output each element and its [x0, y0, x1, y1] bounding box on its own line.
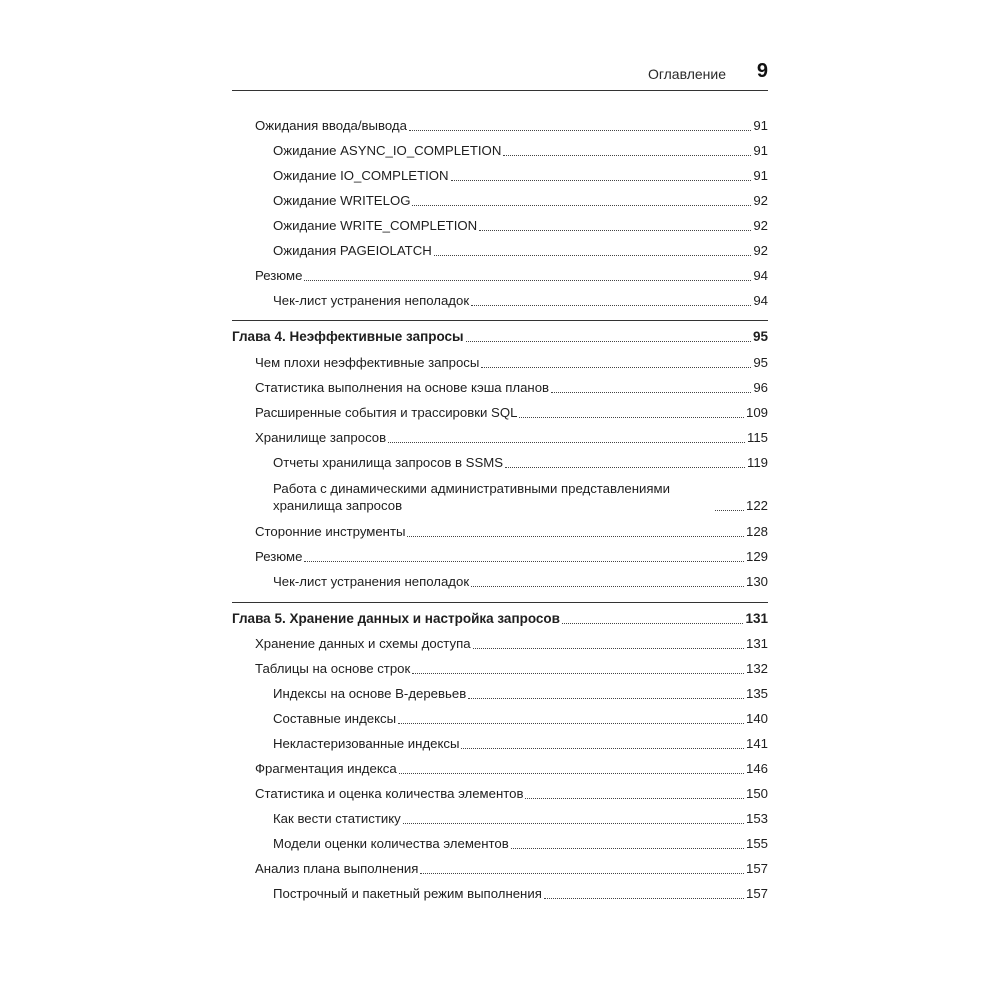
toc-entry[interactable]: [255, 268, 768, 284]
toc-entry[interactable]: [255, 380, 768, 396]
toc-entry[interactable]: [273, 811, 768, 827]
toc-leader: [481, 367, 751, 368]
toc-entry-title: Таблицы на основе строк: [255, 661, 411, 676]
toc-entry-page: 96: [753, 380, 768, 395]
toc-leader: [434, 255, 752, 256]
toc-entry-page: 122: [745, 498, 768, 513]
toc-leader: [715, 510, 744, 511]
toc-entry-title: Индексы на основе B-деревьев: [273, 686, 467, 701]
toc-entry-page: 135: [745, 686, 768, 701]
toc-leader: [562, 623, 744, 624]
toc-entry-title: Чек-лист устранения неполадок: [273, 293, 470, 308]
toc-entry[interactable]: [255, 661, 768, 677]
toc-entry-page: 91: [753, 143, 768, 158]
toc-entry[interactable]: [255, 430, 768, 446]
toc-entry-title: Сторонние инструменты: [255, 524, 406, 539]
toc-chapter-page: 131: [745, 611, 768, 626]
toc-entry-page: 153: [745, 811, 768, 826]
toc-leader: [407, 536, 744, 537]
toc-entry[interactable]: [273, 480, 768, 514]
toc-entry-page: 128: [745, 524, 768, 539]
toc-entry-page: 95: [753, 355, 768, 370]
toc-entry-page: 141: [745, 736, 768, 751]
toc-entry[interactable]: [255, 355, 768, 371]
toc-entry[interactable]: [273, 836, 768, 852]
toc-entry-page: 150: [745, 786, 768, 801]
toc-entry[interactable]: [255, 524, 768, 540]
toc-entry[interactable]: [273, 711, 768, 727]
toc-entry-page: 146: [745, 761, 768, 776]
toc-entry[interactable]: [273, 293, 768, 309]
toc-entry[interactable]: [273, 736, 768, 752]
toc-entry-title: Резюме: [255, 268, 303, 283]
toc-entry-title: Хранение данных и схемы доступа: [255, 636, 471, 651]
toc-entry-title: Ожидания PAGEIOLATCH: [273, 243, 432, 258]
toc-entry-title: Хранилище запросов: [255, 430, 387, 445]
toc-entry-page: 157: [745, 861, 768, 876]
toc-entry-title: Отчеты хранилища запросов в SSMS: [273, 455, 504, 470]
toc-entry-page: 94: [753, 293, 768, 308]
toc-entry-page: 94: [753, 268, 768, 283]
chapter-separator: [232, 602, 768, 603]
toc-chapter[interactable]: [232, 329, 768, 345]
toc-entry-title: Работа с динамическими административными представлениями хранилища запросов: [273, 481, 670, 513]
toc-entry[interactable]: [273, 168, 768, 184]
toc-entry-title: Чем плохи неэффективные запросы: [255, 355, 480, 370]
toc-entry-page: 129: [745, 549, 768, 564]
toc-leader: [451, 180, 752, 181]
toc-entry[interactable]: [255, 786, 768, 802]
toc-leader: [468, 698, 744, 699]
toc-leader: [519, 417, 744, 418]
chapter-separator: [232, 320, 768, 321]
toc-leader: [551, 392, 751, 393]
toc-entry-title: Как вести статистику: [273, 811, 401, 826]
toc-chapter[interactable]: [232, 611, 768, 627]
header-rule: [232, 90, 768, 91]
toc-leader: [466, 341, 751, 342]
toc-leader: [388, 442, 745, 443]
toc-entry-page: 157: [745, 886, 768, 901]
toc-entry-page: 91: [753, 168, 768, 183]
toc-entry-title: Некластеризованные индексы: [273, 736, 460, 751]
toc-leader: [525, 798, 744, 799]
toc-leader: [505, 467, 745, 468]
toc-entry[interactable]: [273, 686, 768, 702]
toc-chapter-title: Глава 5. Хранение данных и настройка запросов: [232, 611, 560, 626]
toc-entry[interactable]: [255, 405, 768, 421]
header-title: Оглавление: [647, 66, 726, 82]
toc-entry-title: Статистика и оценка количества элементов: [255, 786, 524, 801]
toc-leader: [544, 898, 744, 899]
toc-entry[interactable]: [273, 218, 768, 234]
running-header: [232, 60, 768, 88]
toc-leader: [503, 155, 751, 156]
toc-entry-page: 91: [753, 118, 768, 133]
toc-entry-page: 131: [745, 636, 768, 651]
toc-entry-page: 92: [753, 193, 768, 208]
toc-chapter-title: Глава 4. Неэффективные запросы: [232, 329, 464, 344]
toc-entry-title: Статистика выполнения на основе кэша планов: [255, 380, 550, 395]
toc-entry-title: Ожидание IO_COMPLETION: [273, 168, 449, 183]
toc-leader: [409, 130, 751, 131]
toc-leader: [461, 748, 744, 749]
toc-leader: [399, 773, 744, 774]
toc-entry-page: 119: [746, 455, 768, 470]
toc-leader: [471, 305, 751, 306]
toc-entry-page: 130: [745, 574, 768, 589]
toc-entry-page: 140: [745, 711, 768, 726]
toc-entry[interactable]: [255, 549, 768, 565]
toc-entry-title: Ожидания ввода/вывода: [255, 118, 407, 133]
toc-leader: [473, 648, 744, 649]
toc-entry-title: Составные индексы: [273, 711, 397, 726]
toc-entry-title: Расширенные события и трассировки SQL: [255, 405, 518, 420]
toc-leader: [511, 848, 744, 849]
toc-entry-page: 132: [745, 661, 768, 676]
toc-entry-title: Анализ плана выполнения: [255, 861, 419, 876]
toc-leader: [398, 723, 744, 724]
toc-entry[interactable]: [255, 118, 768, 134]
toc-entry[interactable]: [255, 636, 768, 652]
toc-leader: [420, 873, 744, 874]
toc-entry-title: Чек-лист устранения неполадок: [273, 574, 470, 589]
toc-entry[interactable]: [273, 143, 768, 159]
toc-entry-title: Фрагментация индекса: [255, 761, 397, 776]
toc-entry-title: Построчный и пакетный режим выполнения: [273, 886, 542, 901]
toc-entry[interactable]: [273, 243, 768, 259]
toc-entry-title: Резюме: [255, 549, 303, 564]
toc-leader: [479, 230, 751, 231]
toc-entry-page: 115: [746, 430, 768, 445]
toc-entry[interactable]: [273, 193, 768, 209]
toc-leader: [304, 561, 744, 562]
toc-entry-title: Ожидание WRITE_COMPLETION: [273, 218, 478, 233]
toc-entry[interactable]: [255, 861, 768, 877]
toc-entry-title: Модели оценки количества элементов: [273, 836, 509, 851]
page-number: 9: [756, 60, 768, 82]
toc-chapter-page: 95: [752, 329, 768, 344]
toc-entry[interactable]: [273, 886, 768, 902]
toc-leader: [412, 673, 744, 674]
toc-entry[interactable]: [273, 574, 768, 590]
toc-leader: [471, 586, 744, 587]
toc-leader: [403, 823, 744, 824]
toc-leader: [304, 280, 751, 281]
toc-leader: [412, 205, 751, 206]
toc-entry-title: Ожидание WRITELOG: [273, 193, 411, 208]
toc-entry-page: 155: [745, 836, 768, 851]
toc-entry[interactable]: [273, 455, 768, 471]
toc-entry-page: 109: [745, 405, 768, 420]
toc-entry-page: 92: [753, 218, 768, 233]
toc-entry[interactable]: [255, 761, 768, 777]
toc-entry-title: Ожидание ASYNC_IO_COMPLETION: [273, 143, 502, 158]
toc-entry-page: 92: [753, 243, 768, 258]
